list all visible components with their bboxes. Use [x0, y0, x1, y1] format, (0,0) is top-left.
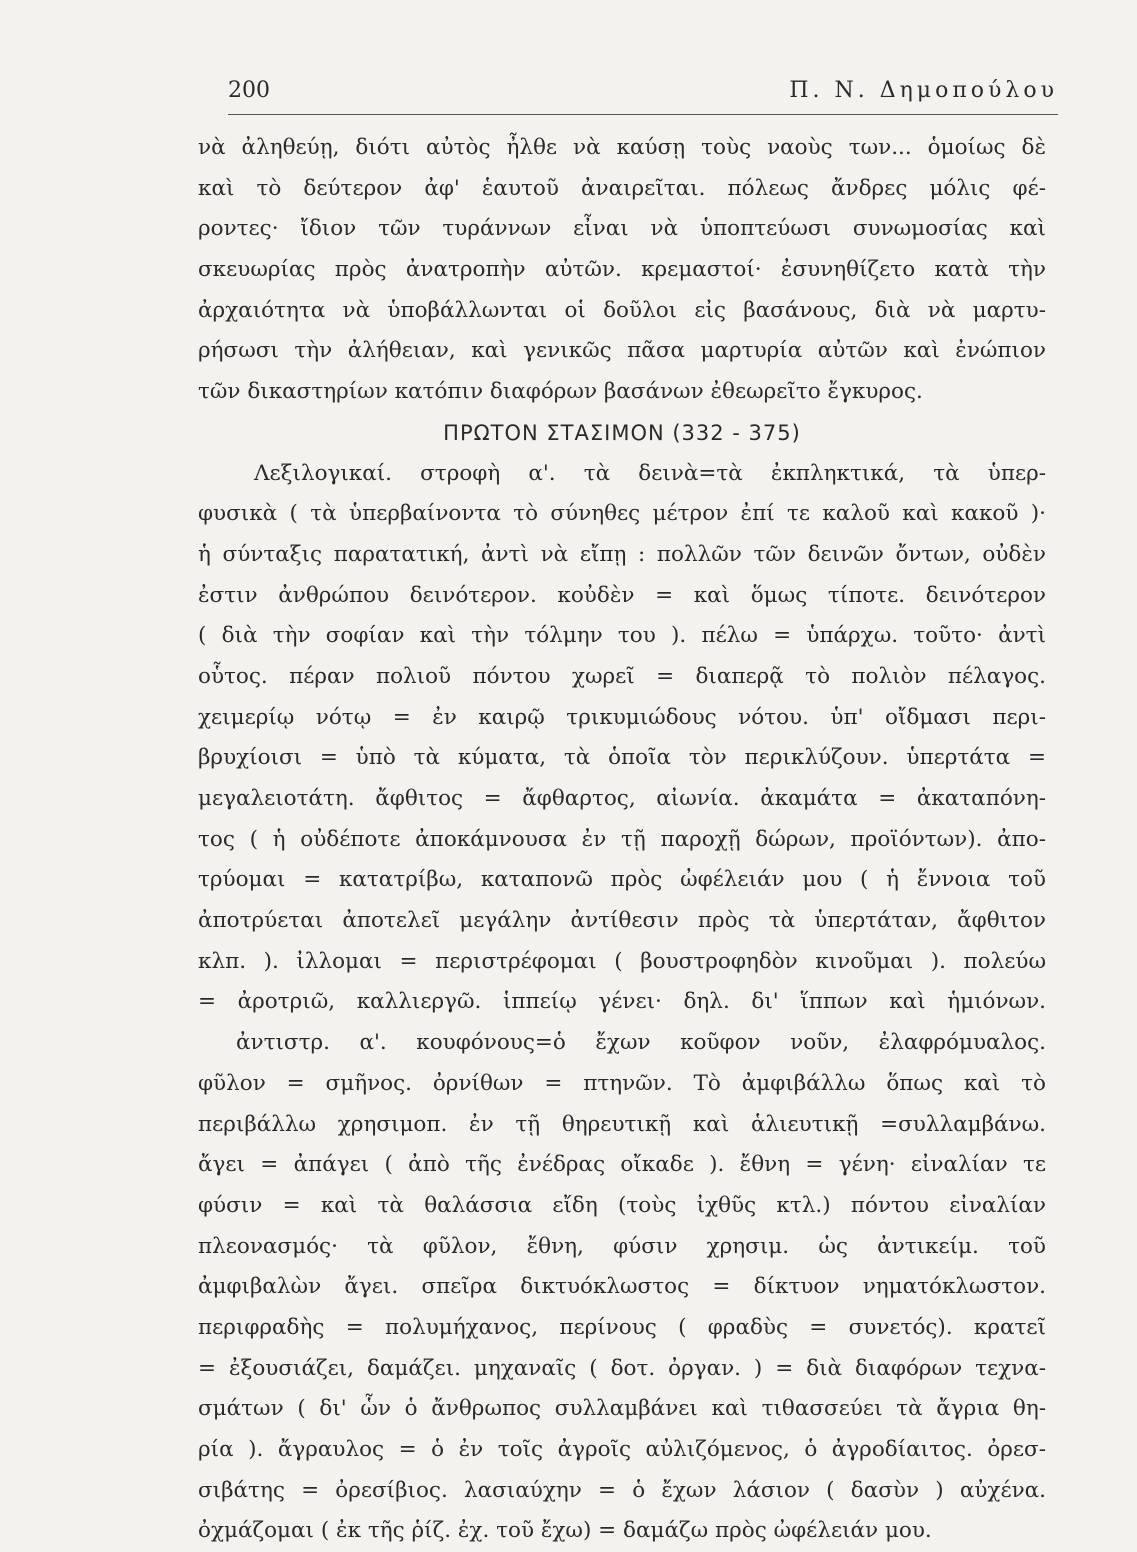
text-line: χειμερίῳ νότῳ = ἐν καιρῷ τρικυμιώδους νότου. ὑπ' οἴδμασι περι-	[198, 704, 1046, 730]
text-line: φυσικὰ ( τὰ ὑπερβαίνοντα τὸ σύνηθες μέτρον ἐπί τε καλοῦ καὶ κακοῦ )·	[198, 501, 1046, 527]
text-line: ἐστιν ἀνθρώπου δεινότερον. κοὐδὲν = καὶ ὅμως τίποτε. δεινότερον	[198, 582, 1046, 608]
text-line: καὶ τὸ δεύτερον ἀφ' ἑαυτοῦ ἀναιρεῖται. πόλεως ἄνδρες μόλις φέ-	[198, 175, 1046, 201]
text-line: ἡ σύνταξις παρατατική, ἀντὶ νὰ εἴπῃ : πολλῶν τῶν δεινῶν ὄντων, οὐδὲν	[198, 541, 1046, 567]
text-line: κλπ. ). ἰλλομαι = περιστρέφομαι ( βουστροφηδὸν κινοῦμαι ). πολεύω	[198, 948, 1046, 974]
text-line: ἀντιστρ. α'. κουφόνους=ὁ ἔχων κοῦφον νοῦν, ἐλαφρόμυαλος.	[236, 1030, 1046, 1056]
text-line: ρήσωσι τὴν ἀλήθειαν, καὶ γενικῶς πᾶσα μαρτυρία αὐτῶν καὶ ἐνώπιον	[198, 338, 1046, 364]
text-line: σμάτων ( δι' ὧν ὁ ἄνθρωπος συλλαμβάνει καὶ τιθασσεύει τὰ ἄγρια θη-	[198, 1396, 1046, 1422]
text-line: ρία ). ἄγραυλος = ὁ ἐν τοῖς ἀγροῖς αὐλιζόμενος, ὁ ἀγροδίαιτος. ὀρεσ-	[198, 1437, 1046, 1462]
running-head: Π. Ν. Δημοπούλου	[789, 78, 1058, 103]
text-line: σιβάτης = ὀρεσίβιος. λασιαύχην = ὁ ἔχων λάσιον ( δασὺν ) αὐχένα.	[198, 1477, 1046, 1503]
text-line: ( διὰ τὴν σοφίαν καὶ τὴν τόλμην του ). πέλω = ὑπάρχω. τοῦτο· ἀντὶ	[198, 623, 1046, 649]
section-heading: ΠΡΩΤΟΝ ΣΤΑΣΙΜΟΝ (332 - 375)	[443, 420, 801, 445]
text-line: = ἐξουσιάζει, δαμάζει. μηχαναῖς ( δοτ. ὀργαν. ) = διὰ διαφόρων τεχνα-	[198, 1355, 1046, 1381]
text-line: φῦλον = σμῆνος. ὀρνίθων = πτηνῶν. Τὸ ἀμφιβάλλω ὅπως καὶ τὸ	[198, 1070, 1046, 1096]
text-line: ἀμφιβαλὼν ἄγει. σπεῖρα δικτυόκλωστος = δίκτυον νηματόκλωστον.	[198, 1274, 1046, 1300]
text-line: ἀρχαιότητα νὰ ὑποβάλλωνται οἱ δοῦλοι εἰς βασάνους, διὰ νὰ μαρτυ-	[198, 297, 1046, 323]
text-line: ἄγει = ἀπάγει ( ἀπὸ τῆς ἐνέδρας οἴκαδε ). ἔθνη = γένη· εἰναλίαν τε	[198, 1152, 1046, 1178]
text-line: περιφραδὴς = πολυμήχανος, περίνους ( φραδὺς = συνετός). κρατεῖ	[198, 1314, 1046, 1340]
text-line: βρυχίοισι = ὑπὸ τὰ κύματα, τὰ ὁποῖα τὸν περικλύζουν. ὑπερτάτα =	[198, 745, 1046, 771]
text-line: = ἀροτριῶ, καλλιεργῶ. ἱππείῳ γένει· δηλ. δι' ἵππων καὶ ἡμιόνων.	[198, 989, 1046, 1015]
text-line: φύσιν = καὶ τὰ θαλάσσια εἴδη (τοὺς ἰχθῦς κτλ.) πόντου εἰναλίαν	[198, 1192, 1046, 1218]
text-line: νὰ ἀληθεύῃ, διότι αὐτὸς ἦλθε νὰ καύσῃ τοὺς ναοὺς των... ὁμοίως δὲ	[198, 135, 1046, 160]
text-line: ὀχμάζομαι ( ἐκ τῆς ῥίζ. ἐχ. τοῦ ἔχω) = δαμάζω πρὸς ὠφέλειάν μου.	[198, 1518, 932, 1544]
text-line: τῶν δικαστηρίων κατόπιν διαφόρων βασάνων ἐθεωρεῖτο ἔγκυρος.	[198, 379, 923, 405]
text-line: περιβάλλω χρησιμοπ. ἐν τῇ θηρευτικῇ καὶ ἁλιευτικῇ =συλλαμβάνω.	[198, 1111, 1046, 1137]
text-line: μεγαλειοτάτη. ἄφθιτος = ἄφθαρτος, αἰωνία. ἀκαμάτα = ἀκαταπόνη-	[198, 786, 1046, 811]
text-line: τος ( ἡ οὐδέποτε ἀποκάμνουσα ἐν τῇ παροχῇ δώρων, προϊόντων). ἀπο-	[198, 826, 1046, 852]
page-number: 200	[228, 78, 270, 103]
text-line: τρύομαι = κατατρίβω, καταπονῶ πρὸς ὠφέλειάν μου ( ἡ ἔννοια τοῦ	[198, 867, 1046, 893]
text-line: σκευωρίας πρὸς ἀνατροπὴν αὐτῶν. κρεμαστοί· ἐσυνηθίζετο κατὰ τὴν	[198, 257, 1046, 283]
text-line: Λεξιλογικαί. στροφὴ α'. τὰ δεινὰ=τὰ ἐκπληκτικά, τὰ ὑπερ-	[254, 460, 1046, 486]
page-header	[228, 74, 1058, 115]
text-line: ροντες· ἴδιον τῶν τυράννων εἶναι νὰ ὑποπτεύωσι συνωμοσίας καὶ	[198, 216, 1046, 242]
page-body	[198, 128, 1046, 1552]
text-line: πλεονασμός· τὰ φῦλον, ἔθνη, φύσιν χρησιμ. ὡς ἀντικείμ. τοῦ	[198, 1233, 1046, 1259]
text-line: οὗτος. πέραν πολιοῦ πόντου χωρεῖ = διαπερᾷ τὸ πολιὸν πέλαγος.	[198, 663, 1046, 689]
text-line: ἀποτρύεται ἀποτελεῖ μεγάλην ἀντίθεσιν πρὸς τὰ ὑπερτάταν, ἄφθιτον	[198, 908, 1046, 934]
